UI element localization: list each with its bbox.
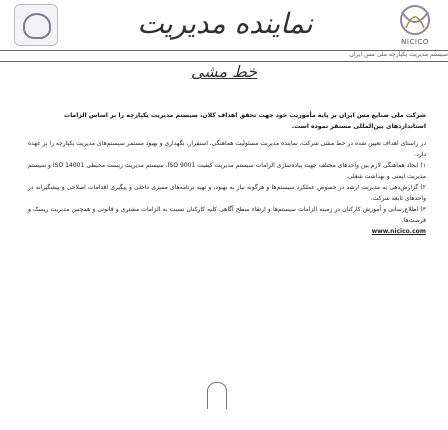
website-link[interactable]: www.nicico.com xyxy=(371,228,426,235)
lead-paragraph: شرکت ملی صنایع مس ایران بر پایه مأموریت خود جهت تحقق اهداف کلان، سیستم مدیریت یکپارچه را بر اساس الزامات استانداردهای بین‌المللی مستقر نموده است. xyxy=(63,112,426,130)
page-ornament-icon xyxy=(207,382,227,409)
logo-mark-icon xyxy=(23,13,51,39)
paragraph: ۳) اطلاع‌رسانی و آموزش کارکنان در زمینه الزامات سیستم‌ها و ارتقاء سطح آگاهی کلیه کارکنان نسبت به الزامات مشتری و قانونی و همچنین مدیریت ریسک و فرصت‌ها. xyxy=(28,206,426,224)
paragraph: ۲) گزارش‌دهی به مدیریت ارشد در خصوص عملکرد سیستم‌ها و هرگونه نیاز به بهبود، و تهیه برنامه‌های ممیزی داخلی و پیگیری اقدامات اصلاحی و پیشگیرانه در واحدهای تابعه شرکت. xyxy=(28,184,426,202)
document-header xyxy=(0,0,448,50)
company-logo xyxy=(14,4,58,46)
paragraph: ۱) ایجاد هماهنگی لازم بین واحدهای مختلف جهت پیاده‌سازی الزامات سیستم مدیریت کیفیت ISO 9001، سیستم مدیریت زیست محیطی ISO 14001 و سیستم مدیریت ایمنی و بهداشت شغلی. xyxy=(28,162,426,180)
body-text xyxy=(28,138,426,237)
calligraphy-title: نماینده مدیریت xyxy=(137,7,313,40)
band-text: سیستم مدیریت یکپارچه ملی مس ایران xyxy=(349,51,448,58)
paragraph: در راستای اهداف تعیین شده در خط مشی شرکت، نماینده مدیریت مسئولیت هماهنگی، استقرار، نگهداری و بهبود مستمر سیستم‌های مدیریت یکپارچه را بر عهده دارد. xyxy=(27,140,426,158)
brand-name: NICICO xyxy=(401,38,429,46)
header-band xyxy=(0,50,448,62)
page-title: خط مشی xyxy=(190,62,258,81)
nicico-emblem-icon xyxy=(388,2,442,38)
